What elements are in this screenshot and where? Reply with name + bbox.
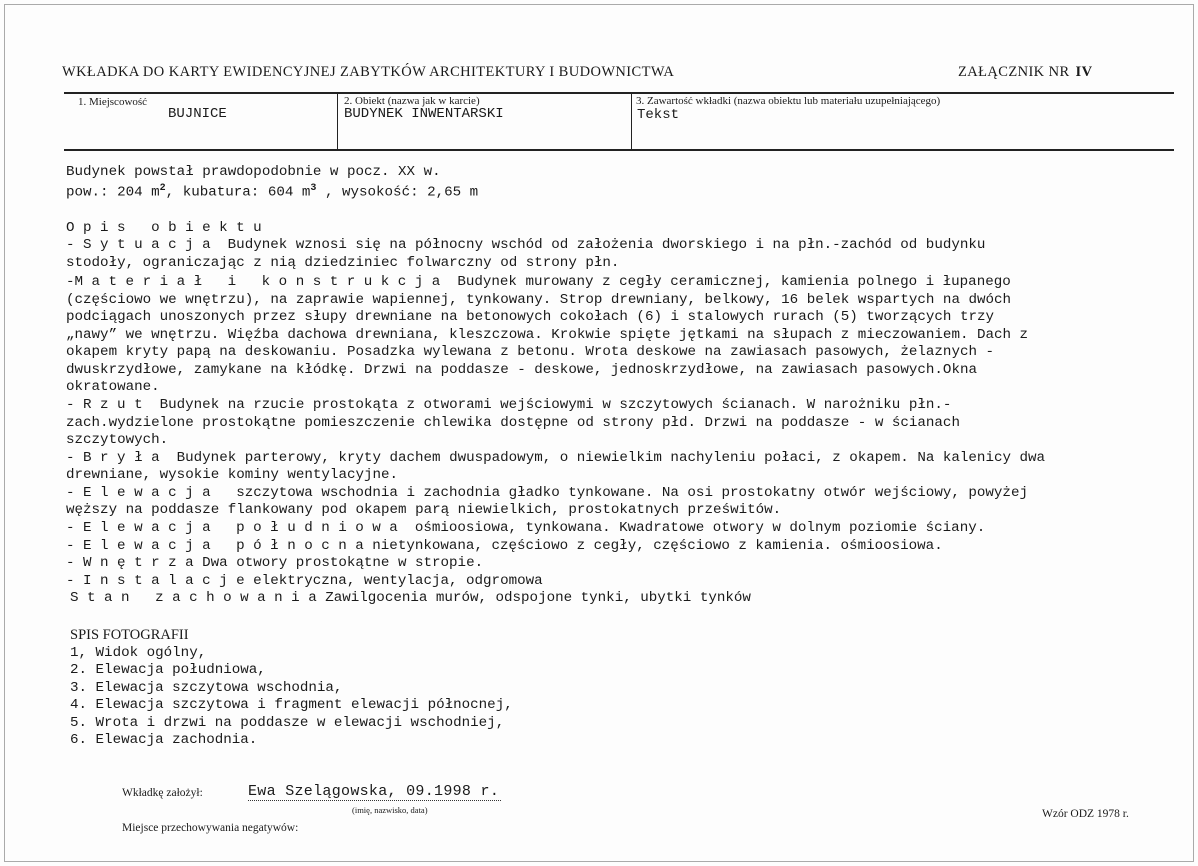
photo-item: 3. Elewacja szczytowa wschodnia, — [70, 680, 343, 696]
content-value: Tekst — [637, 107, 680, 123]
photo-item: 2. Elewacja południowa, — [70, 662, 266, 678]
photos-heading: SPIS FOTOGRAFII — [70, 627, 189, 643]
material-line-7: okratowane. — [66, 379, 160, 395]
installations-term: Instalacje — [83, 573, 254, 589]
facade-text-1: szczytowa wschodnia i zachodnia gładko tynkowane. Na osi prostokatny otwór wejściowy, powyżej — [236, 485, 1028, 501]
annex-label — [958, 64, 1092, 81]
situation-text: Budynek wznosi się na północny wschód od założenia dworskiego i na płn.-zachód od budynku — [227, 237, 986, 253]
material-text-1: Budynek murowany z cegły ceramicznej, kamienia polnego i łupanego — [457, 274, 1011, 290]
material-line-3: podciągach unoszonych przez słupy drewniane na betonowych cokołach (6) i stalowych rurach (5) tworzących trzy — [66, 309, 995, 325]
south-facade-line: - Elewacja południowa ośmioosiowa, tynkowana. Kwadratowe otwory w dolnym poziomie ściany. — [66, 520, 986, 536]
south-facade-text: ośmioosiowa, tynkowana. Kwadratowe otwory w dolnym poziomie ściany. — [414, 520, 986, 536]
facade-line-1: - Elewacja szczytowa wschodnia i zachodnia gładko tynkowane. Na osi prostokatny otwór wejściowy, powyżej — [66, 485, 1028, 501]
condition-line — [70, 590, 751, 606]
photo-item: 4. Elewacja szczytowa i fragment elewacji północnej, — [70, 697, 513, 713]
material-line-5: okapem kryty papą na deskowaniu. Posadzka wylewana z betonu. Wrota deskowe na zawiasach pasowych, żelaznych - — [66, 344, 995, 360]
height-text: , wysokość: 2,65 m — [316, 184, 479, 201]
facade-term: Elewacja — [83, 485, 220, 501]
form-text-1: Budynek parterowy, kryty dachem dwuspadowym, o niewielkim nachyleniu połaci, z okapem. Na kalenicy dwa — [176, 450, 1046, 466]
created-by-value: Ewa Szelągowska, 09.1998 r. — [248, 783, 500, 800]
condition-term: Stan zachowania — [70, 590, 326, 606]
plan-line-2: zach.wydzielone prostokątne pomieszczenie chlewika dostępne od strony płd. Drzwi na poddasze - w ścianach — [66, 415, 960, 431]
material-line-2: (częściowo we wnętrzu), na zaprawie wapiennej, tynkowany. Strop drewniany, belkowy, 16 belek wspartych na dwóch — [66, 292, 1012, 308]
photo-item: 5. Wrota i drzwi na poddasze w elewacji wschodniej, — [70, 715, 505, 731]
interior-line: - WnętrzaDwa otwory prostokątne w stropie. — [66, 555, 484, 571]
created-by-label: Wkładkę założył: — [122, 787, 203, 799]
north-facade-line: - Elewacja północnanietynkowana, częściowo z cegły, częściowo z kamienia. ośmioosiowa. — [66, 538, 943, 554]
volume-unit-exponent: 3 — [310, 183, 317, 194]
volume-text: , kubatura: 604 m — [165, 184, 311, 201]
object-label: 2. Obiekt (nazwa jak w karcie) — [344, 95, 480, 107]
field-divider-2 — [631, 93, 632, 150]
north-facade-term: Elewacja północna — [83, 538, 373, 554]
condition-text: Zawilgocenia murów, odspojone tynki, ubytki tynków — [325, 590, 751, 606]
material-term: Materiał i konstrukcja — [74, 274, 449, 290]
form-term: Bryła — [83, 450, 169, 466]
negatives-location-label: Miejsce przechowywania negatywów: — [122, 822, 299, 834]
form-title: WKŁADKA DO KARTY EWIDENCYJNEJ ZABYTKÓW ARCHITEKTURY I BUDOWNICTWA — [62, 64, 675, 80]
intro-line-1: Budynek powstał prawdopodobnie w pocz. XX w. — [66, 164, 441, 180]
description-heading: Opis obiektu — [66, 220, 271, 236]
area-text: pow.: 204 m — [66, 184, 160, 201]
field-box-top-rule — [64, 92, 1174, 94]
content-label: 3. Zawartość wkładki (nazwa obiektu lub materiału uzupełniającego) — [636, 95, 941, 107]
situation-term: Sytuacja — [83, 237, 220, 253]
facade-line-2: węższy na poddasze flankowany pod okapem parą niewielkich, prostokatnych prześwitów. — [66, 502, 782, 518]
annex-number: IV — [1075, 64, 1093, 80]
place-value: BUJNICE — [168, 106, 227, 122]
material-line-1: -Materiał i konstrukcja Budynek murowany z cegły ceramicznej, kamienia polnego i łupanego — [66, 274, 1011, 290]
south-facade-term: Elewacja południowa — [83, 520, 407, 536]
object-value: BUDYNEK INWENTARSKI — [344, 106, 504, 122]
plan-text-1: Budynek na rzucie prostokąta z otworami wejściowymi w szczytowych ścianach. W narożniku płn.- — [159, 397, 952, 413]
plan-line-3: szczytowych. — [66, 432, 169, 448]
situation-line-1: - Sytuacja Budynek wznosi się na północny wschód od założenia dworskiego i na płn.-zachód od budynku — [66, 237, 986, 253]
material-line-4: „nawy” we wnętrzu. Więźba dachowa drewniana, kleszczowa. Krokwie spięte jętkami na słupach z mieczowaniem. Dach z — [66, 327, 1029, 343]
form-model: Wzór ODZ 1978 r. — [1042, 808, 1129, 820]
situation-line-2: stodoły, ograniczając z nią dziedziniec folwarczny od strony płn. — [66, 255, 620, 271]
form-line-2: drewniane, wysokie kominy wentylacyjne. — [66, 467, 399, 483]
place-label: 1. Miejscowość — [78, 96, 148, 108]
intro-line-2 — [66, 183, 478, 201]
area-unit-exponent: 2 — [159, 183, 166, 194]
material-line-6: dwuskrzydłowe, zamykane na kłódkę. Drzwi na poddasze - deskowe, jednoskrzydłowe, na zawiasach pasowych.Okna — [66, 362, 977, 378]
field-box-bottom-rule — [64, 149, 1174, 151]
field-divider-1 — [337, 93, 338, 150]
photo-item: 1, Widok ogólny, — [70, 645, 207, 661]
interior-text: Dwa otwory prostokątne w stropie. — [202, 555, 484, 571]
form-line-1: - Bryła Budynek parterowy, kryty dachem dwuspadowym, o niewielkim nachyleniu połaci, z okapem. Na kalenicy dwa — [66, 450, 1046, 466]
plan-line-1: - Rzut Budynek na rzucie prostokąta z otworami wejściowymi w szczytowych ścianach. W narożniku płn.- — [66, 397, 952, 413]
interior-term: Wnętrza — [83, 555, 203, 571]
installations-text: elektryczna, wentylacja, odgromowa — [253, 573, 543, 589]
annex-label-text: ZAŁĄCZNIK NR — [958, 64, 1070, 80]
plan-term: Rzut — [83, 397, 152, 413]
created-by-hint: (imię, nazwisko, data) — [352, 805, 428, 815]
north-facade-text: nietynkowana, częściowo z cegły, częściowo z kamienia. ośmioosiowa. — [372, 538, 943, 554]
photo-item: 6. Elewacja zachodnia. — [70, 732, 258, 748]
installations-line: - Instalacjeelektryczna, wentylacja, odgromowa — [66, 573, 543, 589]
